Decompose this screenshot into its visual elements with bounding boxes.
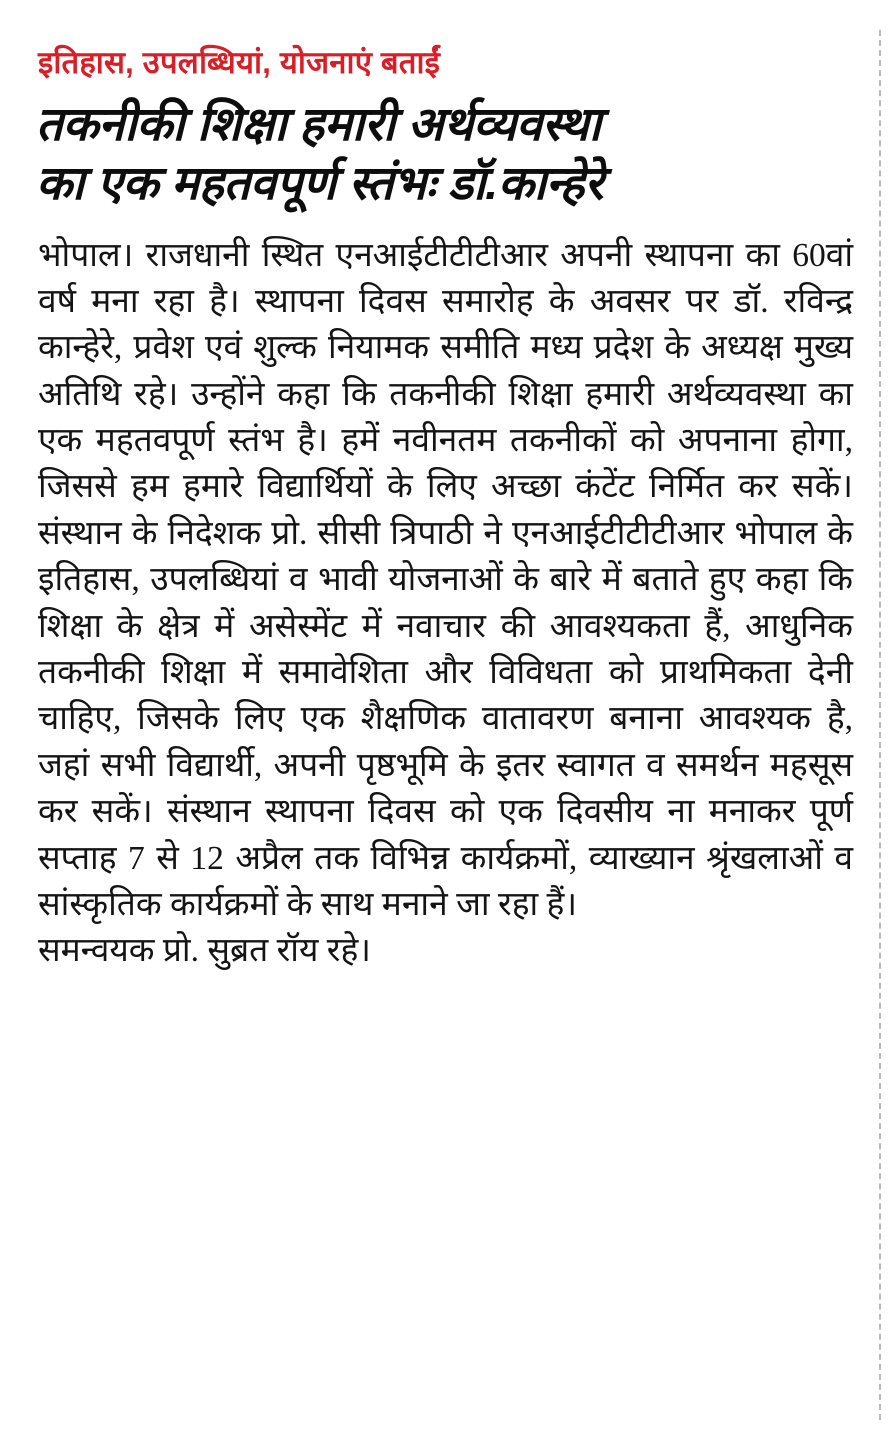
page-title — [36, 94, 855, 212]
headline-line-2: का एक महतवपूर्ण स्तंभः डॉ.कान्हेरे — [36, 156, 604, 210]
article-paragraph — [38, 233, 853, 929]
article-kicker: इतिहास, उपलब्धियां, योजनाएं बताईं — [38, 45, 441, 80]
article-closing-line: समन्वयक प्रो. सुब्रत रॉय रहे। — [38, 932, 371, 970]
column-divider-rule — [879, 30, 881, 1420]
article-body — [38, 233, 853, 975]
article-dateline: भोपाल। — [38, 236, 134, 274]
headline-line-1: तकनीकी शिक्षा हमारी अर्थव्यवस्था — [36, 97, 601, 151]
article-paragraph-text: राजधानी स्थित एनआईटीटीटीआर अपनी स्थापना का 60वां वर्ष मना रहा है। स्थापना दिवस समारोह के अवसर पर डॉ. रविन्द्र कान्हेरे, प्रवेश एवं शुल्क नियामक समीति मध्य प्रदेश के अध्यक्ष मुख्य अतिथि रहे। उन्होंने कहा कि तकनीकी शिक्षा हमारी अर्थव्यवस्था का एक महतवपूर्ण स्तंभ है। हमें नवीनतम तकनीकों को अपनाना होगा, जिससे हम हमारे विद्यार्थियों के लिए अच्छा कंटेंट निर्मित कर सकें। संस्थान के निदेशक प्रो. सीसी त्रिपाठी ने एनआईटीटीटीआर भोपाल के इतिहास, उपलब्धियां व भावी योजनाओं के बारे में बताते हुए कहा कि शिक्षा के क्षेत्र में असेस्मेंट में नवाचार की आवश्यकता हैं, आधुनिक तकनीकी शिक्षा में समावेशिता और विविधता को प्राथमिकता देनी चाहिए, जिसके लिए एक शैक्षणिक वातावरण बनाना आवश्यक है, जहां सभी विद्यार्थी, अपनी पृष्ठभूमि के इतर स्वागत व समर्थन महसूस कर सकें। संस्थान स्थापना दिवस को एक दिवसीय ना मनाकर पूर्ण सप्ताह 7 से 12 अप्रैल तक विभिन्न कार्यक्रमों, व्याख्यान श्रृंखलाओं व सांस्कृतिक कार्यक्रमों के साथ मनाने जा रहा हैं। — [38, 236, 853, 923]
